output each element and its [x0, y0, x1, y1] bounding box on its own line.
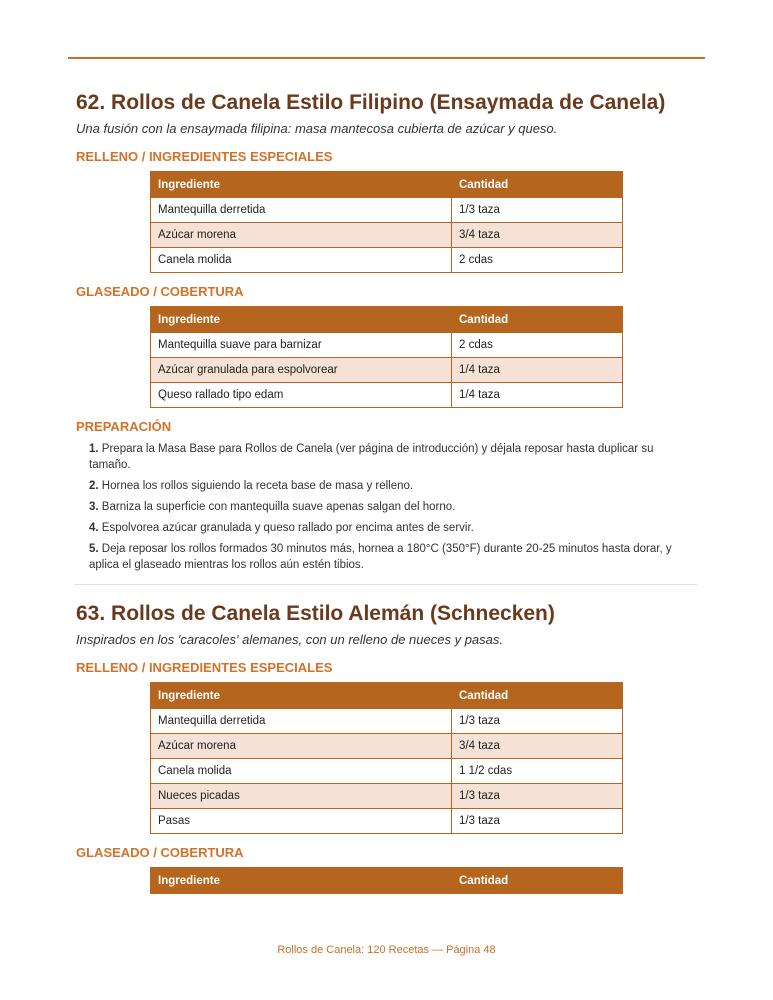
preparation-heading: PREPARACIÓN: [76, 419, 172, 434]
table-header-row: [151, 683, 623, 709]
table-header-row: [151, 307, 623, 333]
step-number: 2.: [89, 480, 99, 492]
quantity-cell: 1/3 taza: [452, 809, 623, 834]
step-number: 3.: [89, 501, 99, 513]
glaze-heading: GLASEADO / COBERTURA: [76, 284, 244, 299]
column-header-ingredient: Ingrediente: [151, 172, 452, 198]
glaze-table: [150, 867, 623, 894]
ingredient-cell: Pasas: [151, 809, 452, 834]
column-header-quantity: Cantidad: [452, 868, 623, 894]
recipe-subtitle: Inspirados en los 'caracoles' alemanes, con un relleno de nueces y pasas.: [76, 632, 503, 647]
column-header-ingredient: Ingrediente: [151, 868, 452, 894]
step-item: [89, 520, 698, 536]
recipe-subtitle: Una fusión con la ensaymada filipina: masa mantecosa cubierta de azúcar y queso.: [76, 121, 558, 136]
table-row: [151, 784, 623, 809]
table-row: [151, 223, 623, 248]
column-header-quantity: Cantidad: [452, 307, 623, 333]
quantity-cell: 2 cdas: [452, 333, 623, 358]
quantity-cell: 1/4 taza: [452, 358, 623, 383]
ingredient-cell: Azúcar morena: [151, 734, 452, 759]
ingredient-cell: Mantequilla derretida: [151, 198, 452, 223]
ingredient-cell: Nueces picadas: [151, 784, 452, 809]
ingredient-cell: Canela molida: [151, 759, 452, 784]
ingredient-cell: Canela molida: [151, 248, 452, 273]
ingredient-cell: Mantequilla derretida: [151, 709, 452, 734]
preparation-steps: [76, 441, 698, 573]
step-item: [89, 478, 698, 494]
page-footer: Rollos de Canela: 120 Recetas — Página 48: [277, 944, 496, 956]
step-text: Espolvorea azúcar granulada y queso rallado por encima antes de servir.: [101, 522, 474, 534]
step-number: 1.: [89, 443, 99, 455]
table-row: [151, 759, 623, 784]
table-header-row: [151, 868, 623, 894]
ingredient-cell: Queso rallado tipo edam: [151, 383, 452, 408]
filling-table: [150, 682, 623, 834]
column-header-quantity: Cantidad: [452, 172, 623, 198]
step-number: 4.: [89, 522, 99, 534]
filling-table: [150, 171, 623, 273]
step-item: [89, 441, 698, 473]
step-text: Prepara la Masa Base para Rollos de Canela (ver página de introducción) y déjala reposar hasta duplicar su tamaño.: [89, 443, 654, 471]
table-row: [151, 358, 623, 383]
glaze-table: [150, 306, 623, 408]
column-header-ingredient: Ingrediente: [151, 307, 452, 333]
column-header-ingredient: Ingrediente: [151, 683, 452, 709]
filling-heading: RELLENO / INGREDIENTES ESPECIALES: [76, 149, 333, 164]
quantity-cell: 1 1/2 cdas: [452, 759, 623, 784]
table-row: [151, 383, 623, 408]
quantity-cell: 3/4 taza: [452, 223, 623, 248]
filling-heading: RELLENO / INGREDIENTES ESPECIALES: [76, 660, 333, 675]
ingredient-cell: Mantequilla suave para barnizar: [151, 333, 452, 358]
recipe-title: 63. Rollos de Canela Estilo Alemán (Schnecken): [76, 602, 555, 625]
table-row: [151, 809, 623, 834]
page-content: [76, 89, 698, 894]
step-text: Hornea los rollos siguiendo la receta base de masa y relleno.: [101, 480, 414, 492]
quantity-cell: 3/4 taza: [452, 734, 623, 759]
step-item: [89, 499, 698, 515]
step-number: 5.: [89, 543, 99, 555]
step-text: Deja reposar los rollos formados 30 minutos más, hornea a 180°C (350°F) durante 20-25 minutos hasta dorar, y aplica el glaseado mientras los rollos aún estén tibios.: [89, 543, 672, 571]
recipe-divider: [74, 584, 697, 585]
glaze-heading: GLASEADO / COBERTURA: [76, 845, 244, 860]
quantity-cell: 1/3 taza: [452, 198, 623, 223]
recipe-title: 62. Rollos de Canela Estilo Filipino (Ensaymada de Canela): [76, 91, 666, 114]
ingredient-cell: Azúcar granulada para espolvorear: [151, 358, 452, 383]
table-row: [151, 709, 623, 734]
step-item: [89, 541, 698, 573]
quantity-cell: 1/4 taza: [452, 383, 623, 408]
quantity-cell: 2 cdas: [452, 248, 623, 273]
step-text: Barniza la superficie con mantequilla suave apenas salgan del horno.: [101, 501, 456, 513]
table-row: [151, 333, 623, 358]
top-rule: [68, 57, 705, 59]
column-header-quantity: Cantidad: [452, 683, 623, 709]
table-row: [151, 198, 623, 223]
table-row: [151, 734, 623, 759]
table-header-row: [151, 172, 623, 198]
table-row: [151, 248, 623, 273]
quantity-cell: 1/3 taza: [452, 709, 623, 734]
quantity-cell: 1/3 taza: [452, 784, 623, 809]
ingredient-cell: Azúcar morena: [151, 223, 452, 248]
